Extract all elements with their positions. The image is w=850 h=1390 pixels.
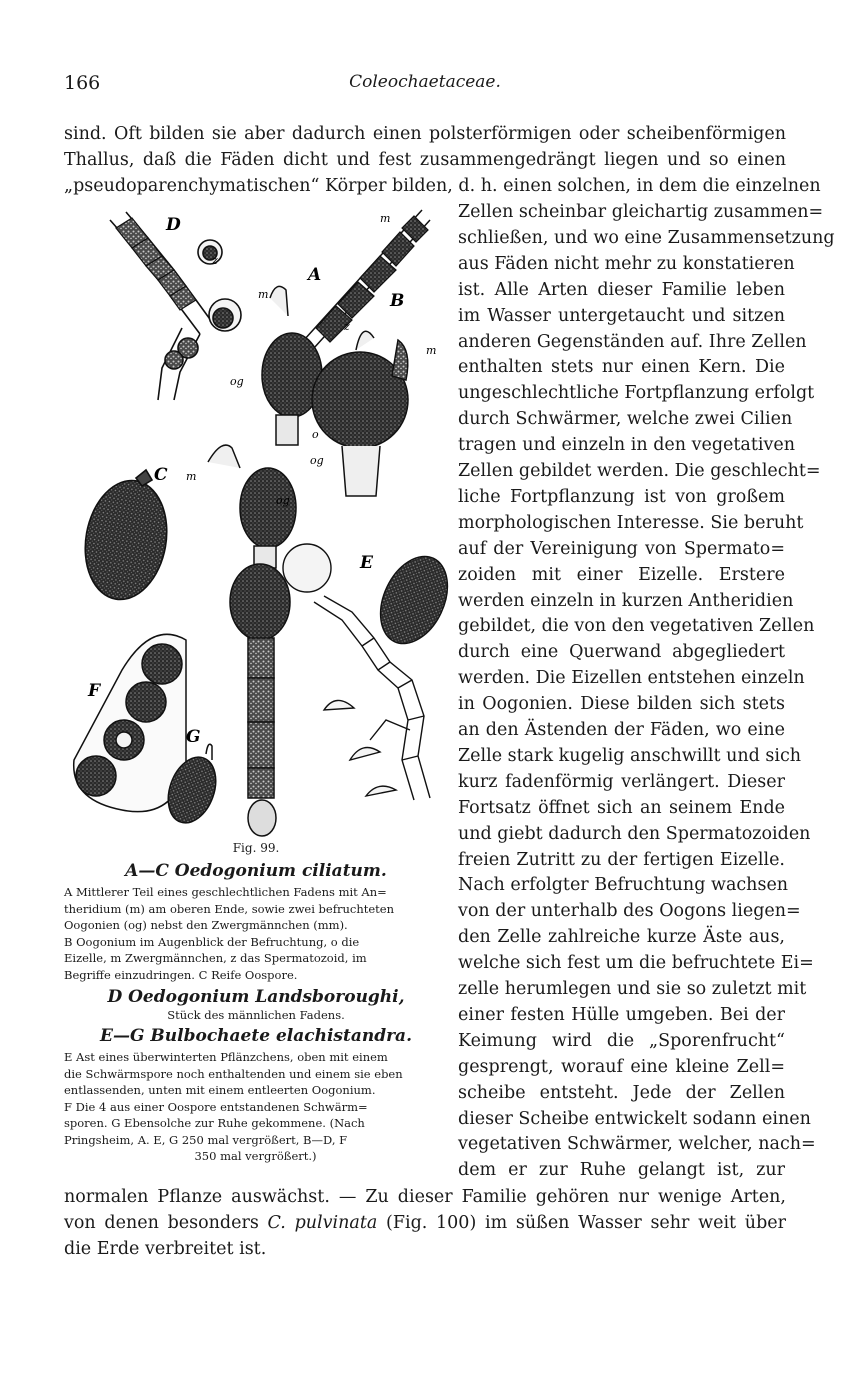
body-line: Nach erfolgter Befruchtung wachsen	[458, 875, 789, 896]
body-line: schließen, und wo eine Zusammensetzung	[458, 227, 835, 248]
body-line: normalen Pflanze auswächst. — Zu dieser Familie gehören nur wenige Arten,	[64, 1187, 786, 1207]
page-header	[64, 72, 786, 98]
caption-line: Pringsheim, A. E, G 250 mal vergrößert, B—D, F	[64, 1132, 348, 1147]
body-line: werden. Die Eizellen entstehen einzeln	[458, 668, 805, 689]
caption-title-eg: E—G Bulbochaete elachistandra.	[100, 1026, 412, 1046]
figure-label-og: og	[276, 494, 290, 507]
caption-line: B Oogonium im Augenblick der Befruchtung, o die	[64, 934, 360, 949]
filament-d	[110, 212, 241, 400]
body-line: im Wasser untergetaucht und sitzen	[458, 305, 785, 326]
body-line: tragen und einzeln in den vegetativen	[458, 435, 795, 456]
body-line: Fortsatz öffnet sich an seinem Ende	[458, 797, 785, 818]
zoospores-f	[74, 634, 186, 811]
body-line: die Erde verbreitet ist.	[64, 1239, 267, 1259]
branch-e	[283, 544, 450, 800]
figure-label-z: z	[344, 320, 350, 333]
body-line: Zellen scheinbar gleichartig zusammen=	[458, 202, 824, 222]
body-line: aus Fäden nicht mehr zu konstatieren	[458, 253, 795, 274]
caption-line: E Ast eines überwinterten Pflänzchens, oben mit einem	[64, 1050, 388, 1064]
body-line: gebildet, die von den vegetativen Zellen	[458, 616, 815, 637]
body-line: Keimung wird die „Sporenfrucht“	[458, 1030, 785, 1051]
body-line: von der unterhalb des Oogons liegen=	[458, 901, 801, 922]
figure-label-m: m	[186, 470, 197, 483]
caption-text-eg	[64, 1049, 447, 1165]
page-number: 166	[64, 72, 101, 94]
species-name: C. pulvinata	[267, 1213, 378, 1233]
body-line: auf der Vereinigung von Spermato=	[458, 538, 785, 559]
figure-illustration	[62, 200, 450, 840]
running-head: Coleochaetaceae.	[349, 72, 501, 92]
body-line: ist. Alle Arten dieser Familie leben	[458, 279, 785, 300]
figure-label-b: B	[390, 291, 405, 311]
body-line: anderen Gegenständen auf. Ihre Zellen	[458, 331, 807, 352]
body-line: „pseudoparenchymatischen“ Körper bilden, d. h. einen solchen, in dem die einzelnen	[64, 176, 821, 196]
figure-label-f: F	[88, 681, 101, 701]
figure-label-m: m	[258, 288, 269, 301]
caption-line: Begriffe einzudringen. C Reife Oospore.	[64, 967, 298, 982]
body-text: (Fig. 100) im süßen Wasser sehr weit über	[377, 1213, 786, 1233]
body-line: zoiden mit einer Eizelle. Erstere	[458, 564, 785, 585]
caption-sub-d: Stück des männlichen Fadens.	[167, 1008, 345, 1022]
body-line: und giebt dadurch den Spermatozoiden	[458, 823, 811, 844]
oospore-c	[76, 470, 176, 606]
figure-number: Fig. 99.	[232, 841, 280, 855]
caption-text-ac	[64, 884, 447, 983]
caption-line: die Schwärmspore noch enthaltenden und einem sie eben	[64, 1066, 403, 1081]
body-line: vegetativen Schwärmer, welcher, nach=	[458, 1134, 816, 1155]
caption-line: 350 mal vergrößert.)	[194, 1149, 317, 1163]
caption-line: F Die 4 aus einer Oospore entstandenen Schwärm=	[64, 1099, 368, 1114]
body-line: Thallus, daß die Fäden dicht und fest zusammengedrängt liegen und so einen	[64, 150, 786, 170]
body-line: ungeschlechtliche Fortpflanzung erfolgt	[458, 383, 815, 404]
body-line: gesprengt, worauf eine kleine Zell=	[458, 1056, 785, 1077]
body-line: durch eine Querwand abgegliedert	[458, 642, 785, 663]
body-line: zelle herumlegen und sie so zuletzt mit	[458, 979, 807, 999]
caption-line: theridium (m) am oberen Ende, sowie zwei befruchteten	[64, 901, 394, 916]
body-line: durch Schwärmer, welche zwei Cilien	[458, 409, 793, 430]
body-line: enthalten stets nur einen Kern. Die	[458, 357, 785, 378]
caption-line: Oogonien (og) nebst den Zwergmännchen (mm).	[64, 918, 348, 932]
body-line: welche sich fest um die befruchtete Ei=	[458, 953, 814, 974]
oogonium-b	[312, 331, 408, 496]
body-line: liche Fortpflanzung ist von großem	[458, 486, 785, 507]
body-line	[64, 1210, 786, 1236]
figure-label-d: D	[166, 215, 181, 235]
body-line: in Oogonien. Diese bilden sich stets	[458, 694, 785, 715]
figure-label-og: og	[310, 454, 324, 467]
body-text: von denen besonders	[64, 1213, 268, 1233]
body-line: morphologischen Interesse. Sie beruht	[458, 512, 804, 533]
body-line: Zellen gebildet werden. Die geschlecht=	[458, 461, 821, 481]
body-line: werden einzeln in kurzen Antheridien	[458, 590, 794, 611]
figure-label-o: o	[312, 428, 319, 441]
figure-label-a: A	[308, 265, 322, 285]
figure-label-z: z	[212, 254, 218, 267]
figure-label-g: G	[186, 727, 201, 747]
figure-label-e: E	[360, 553, 373, 573]
caption-line: A Mittlerer Teil eines geschlechtlichen Fadens mit An=	[64, 885, 387, 899]
body-line: sind. Oft bilden sie aber dadurch einen polsterförmigen oder scheibenförmigen	[64, 124, 786, 144]
figure-label-m: m	[426, 344, 437, 357]
body-line: scheibe entsteht. Jede der Zellen	[458, 1082, 785, 1103]
body-line: einer festen Hülle umgeben. Bei der	[458, 1004, 785, 1025]
body-line: kurz fadenförmig verlängert. Dieser	[458, 771, 785, 792]
caption-title-ac: A—C Oedogonium ciliatum.	[125, 861, 387, 881]
body-line: an den Ästenden der Fäden, wo eine	[458, 720, 785, 740]
caption-line: entlassenden, unten mit einem entleerten Oogonium.	[64, 1083, 376, 1097]
figure-label-og: og	[230, 375, 244, 388]
body-line: den Zelle zahlreiche kurze Äste aus,	[458, 927, 785, 948]
figure-label-c: C	[154, 465, 168, 485]
caption-line: Eizelle, m Zwergmännchen, z das Spermatozoid, im	[64, 951, 367, 965]
body-line: dieser Scheibe entwickelt sodann einen	[458, 1108, 811, 1129]
caption-line: sporen. G Ebensolche zur Ruhe gekommene. (Nach	[64, 1116, 365, 1130]
body-line: dem er zur Ruhe gelangt ist, zur	[458, 1160, 785, 1181]
body-line: freien Zutritt zu der fertigen Eizelle.	[458, 849, 785, 870]
caption-title-d: D Oedogonium Landsboroughi,	[107, 987, 405, 1007]
figure-label-m: m	[380, 212, 391, 225]
body-line: Zelle stark kugelig anschwillt und sich	[458, 745, 802, 766]
